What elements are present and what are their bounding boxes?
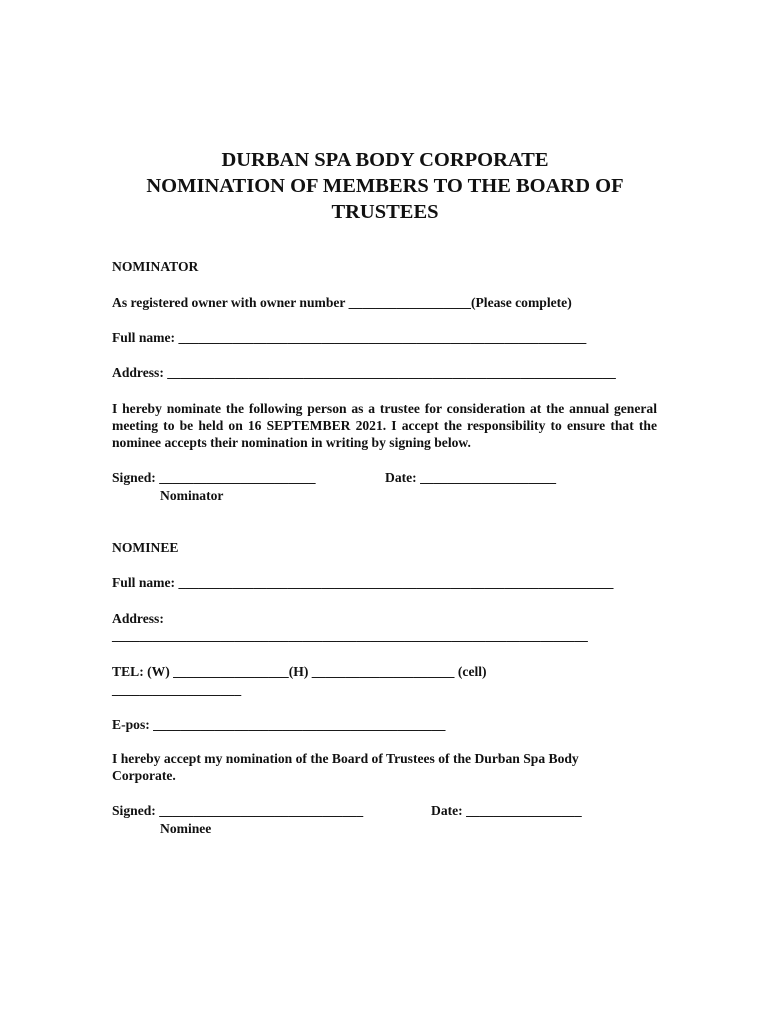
nominee-tel-field[interactable]: TEL: (W) _________________(H) _____________________ (cell) [112,664,487,679]
nominator-full-name-field[interactable]: Full name: ____________________________________________________________ [112,330,587,345]
nominee-email-field[interactable]: E-pos: ___________________________________________ [112,717,446,732]
nominee-cell-field[interactable]: ___________________ [112,682,242,697]
nomination-statement: I hereby nominate the following person as a trustee for consideration at the annual general meeting to be held on 16 SEPTEMBER 2021. I accept the responsibility to ensure that the nominee accepts their nomination in writing by signing below. [112,401,657,450]
nominee-address-label: Address: [112,611,164,626]
acceptance-statement: I hereby accept my nomination of the Board of Trustees of the Durban Spa Body Corporate. [112,751,579,783]
owner-number-field[interactable]: As registered owner with owner number __________________(Please complete) [112,295,572,310]
nominee-signer-label: Nominee [160,821,212,836]
nominator-signature-field[interactable]: Signed: _______________________ [112,470,316,485]
nominee-address-field[interactable]: ______________________________________________________________________ [112,628,588,643]
nominee-full-name-field[interactable]: Full name: ________________________________________________________________ [112,575,614,590]
title-line-2: NOMINATION OF MEMBERS TO THE BOARD OF [146,175,624,197]
nominee-date-field[interactable]: Date: _________________ [431,803,582,818]
nominee-heading: NOMINEE [112,540,179,555]
title-line-1: DURBAN SPA BODY CORPORATE [221,149,549,171]
nominator-date-field[interactable]: Date: ____________________ [385,470,557,485]
nominator-address-field[interactable]: Address: __________________________________________________________________ [112,365,616,380]
nominator-signer-label: Nominator [160,488,224,503]
title-line-3: TRUSTEES [331,201,439,223]
nominator-heading: NOMINATOR [112,259,199,274]
nominee-signature-field[interactable]: Signed: ______________________________ [112,803,364,818]
